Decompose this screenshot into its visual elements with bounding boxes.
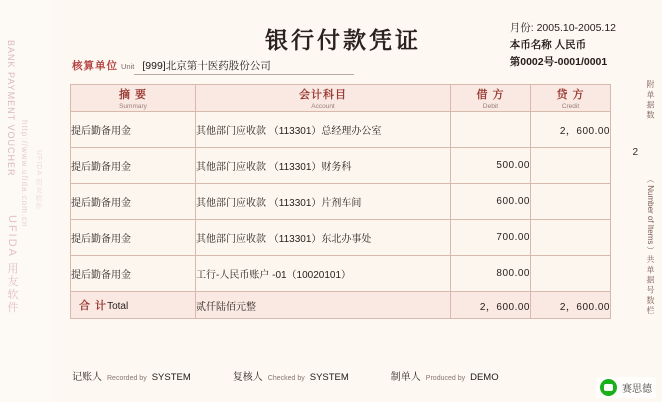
column-header-debit bbox=[451, 85, 531, 112]
currency-row bbox=[510, 37, 616, 54]
column-header-debit-cn: 借 方 bbox=[476, 89, 505, 101]
period-row bbox=[510, 20, 616, 37]
cell-debit: 800.00 bbox=[451, 256, 531, 292]
total-label-en: Total bbox=[107, 301, 129, 312]
cell-debit bbox=[451, 112, 531, 148]
voucher-number: 第0002号-0001/0001 bbox=[509, 56, 608, 68]
column-header-summary bbox=[71, 85, 196, 112]
left-watermark-text-2: http://www.ufida.com.cn bbox=[20, 120, 29, 228]
left-watermark-strip bbox=[0, 0, 52, 402]
cell-account: 其他部门应收款 （113301）片剂车间 bbox=[196, 184, 451, 220]
produced-by-label-en: Produced by bbox=[425, 375, 466, 382]
cell-summary: 提后勤备用金 bbox=[71, 220, 196, 256]
produced-by-label: 制单人 bbox=[390, 372, 421, 383]
cell-debit: 700.00 bbox=[451, 220, 531, 256]
unit-label-en: Unit bbox=[121, 62, 135, 71]
currency-value: 人民币 bbox=[554, 39, 587, 51]
column-header-credit-cn: 贷 方 bbox=[556, 89, 585, 101]
cell-summary: 提后勤备用金 bbox=[71, 148, 196, 184]
cell-summary: 提后勤备用金 bbox=[71, 256, 196, 292]
signature-checked-by bbox=[233, 368, 349, 383]
recorded-by-label: 记账人 bbox=[72, 372, 102, 383]
cell-debit: 600.00 bbox=[451, 184, 531, 220]
table-row bbox=[71, 148, 611, 184]
column-header-account-cn: 会计科目 bbox=[299, 89, 347, 101]
unit-label: 核算单位 bbox=[72, 60, 118, 72]
checked-by-label: 复核人 bbox=[232, 372, 263, 383]
cell-account: 其他部门应收款 （113301）东北办事处 bbox=[196, 220, 451, 256]
cell-summary: 提后勤备用金 bbox=[71, 112, 196, 148]
unit-row bbox=[72, 58, 271, 73]
recorded-by-value: SYSTEM bbox=[151, 372, 191, 383]
period-value: 2005.10-2005.12 bbox=[536, 22, 616, 34]
column-header-account-en: Account bbox=[311, 103, 335, 110]
unit-underline bbox=[134, 74, 354, 75]
wechat-icon bbox=[600, 379, 617, 396]
page-title: 银行付款凭证 bbox=[265, 28, 421, 54]
currency-label: 本币名称 bbox=[509, 39, 552, 51]
right-label-strip bbox=[622, 0, 662, 402]
cell-account: 其他部门应收款 （113301）财务科 bbox=[196, 148, 451, 184]
cell-summary: 提后勤备用金 bbox=[71, 184, 196, 220]
table-row bbox=[71, 256, 611, 292]
column-header-credit-en: Credit bbox=[561, 103, 580, 110]
column-header-summary-en: Summary bbox=[119, 103, 147, 110]
cell-credit bbox=[531, 220, 611, 256]
table-row bbox=[71, 220, 611, 256]
badge-label: 赛思德 bbox=[622, 384, 652, 395]
attachment-count-label: 附 单 据 数 bbox=[646, 80, 655, 119]
unit-value: [999]北京第十医药股份公司 bbox=[142, 60, 271, 72]
total-credit: 2，600.00 bbox=[531, 292, 611, 319]
checked-by-label-en: Checked by bbox=[267, 375, 305, 382]
column-header-summary-cn: 摘 要 bbox=[118, 89, 148, 101]
table-row bbox=[71, 112, 611, 148]
signature-produced-by bbox=[391, 368, 499, 383]
checked-by-value: SYSTEM bbox=[309, 372, 349, 383]
attachment-count-value: 2 bbox=[632, 147, 638, 158]
left-watermark-text-3: UFIDA 用友软件 bbox=[35, 150, 42, 211]
recorded-by-label-en: Recorded by bbox=[107, 375, 147, 382]
cell-account: 工行-人民币账户 -01（10020101） bbox=[196, 256, 451, 292]
cell-debit: 500.00 bbox=[451, 148, 531, 184]
left-watermark-text-4: UFIDA 用友软件 bbox=[6, 215, 18, 315]
column-header-credit bbox=[531, 85, 611, 112]
cell-credit bbox=[531, 184, 611, 220]
column-header-account bbox=[196, 85, 451, 112]
cell-account: 其他部门应收款 （113301）总经理办公室 bbox=[196, 112, 451, 148]
left-watermark-text-1: BANK PAYMENT VOUCHER bbox=[6, 40, 16, 177]
voucher-table bbox=[70, 84, 611, 319]
voucher-number-row bbox=[510, 54, 616, 71]
produced-by-value: DEMO bbox=[470, 372, 499, 383]
total-label-cell bbox=[71, 292, 196, 319]
table-row bbox=[71, 184, 611, 220]
column-header-debit-en: Debit bbox=[482, 103, 499, 110]
period-label: 月份: bbox=[509, 22, 534, 34]
attachment-count-label-en: （ Number of Items ） bbox=[646, 175, 655, 255]
cell-credit bbox=[531, 256, 611, 292]
cell-credit bbox=[531, 148, 611, 184]
total-debit: 2，600.00 bbox=[451, 292, 531, 319]
voucher-meta bbox=[510, 20, 616, 71]
table-total-row bbox=[71, 292, 611, 319]
attachment-note-label: 共 单 据 号 数 栏 bbox=[646, 255, 655, 315]
total-amount-words: 贰仟陆佰元整 bbox=[196, 292, 451, 319]
voucher-body bbox=[58, 6, 618, 396]
table-header-row bbox=[71, 85, 611, 112]
cell-credit: 2，600.00 bbox=[531, 112, 611, 148]
signature-recorded-by bbox=[72, 368, 191, 383]
watermark-badge bbox=[596, 377, 656, 398]
total-label: 合 计 bbox=[79, 300, 108, 312]
signature-row bbox=[72, 368, 612, 383]
